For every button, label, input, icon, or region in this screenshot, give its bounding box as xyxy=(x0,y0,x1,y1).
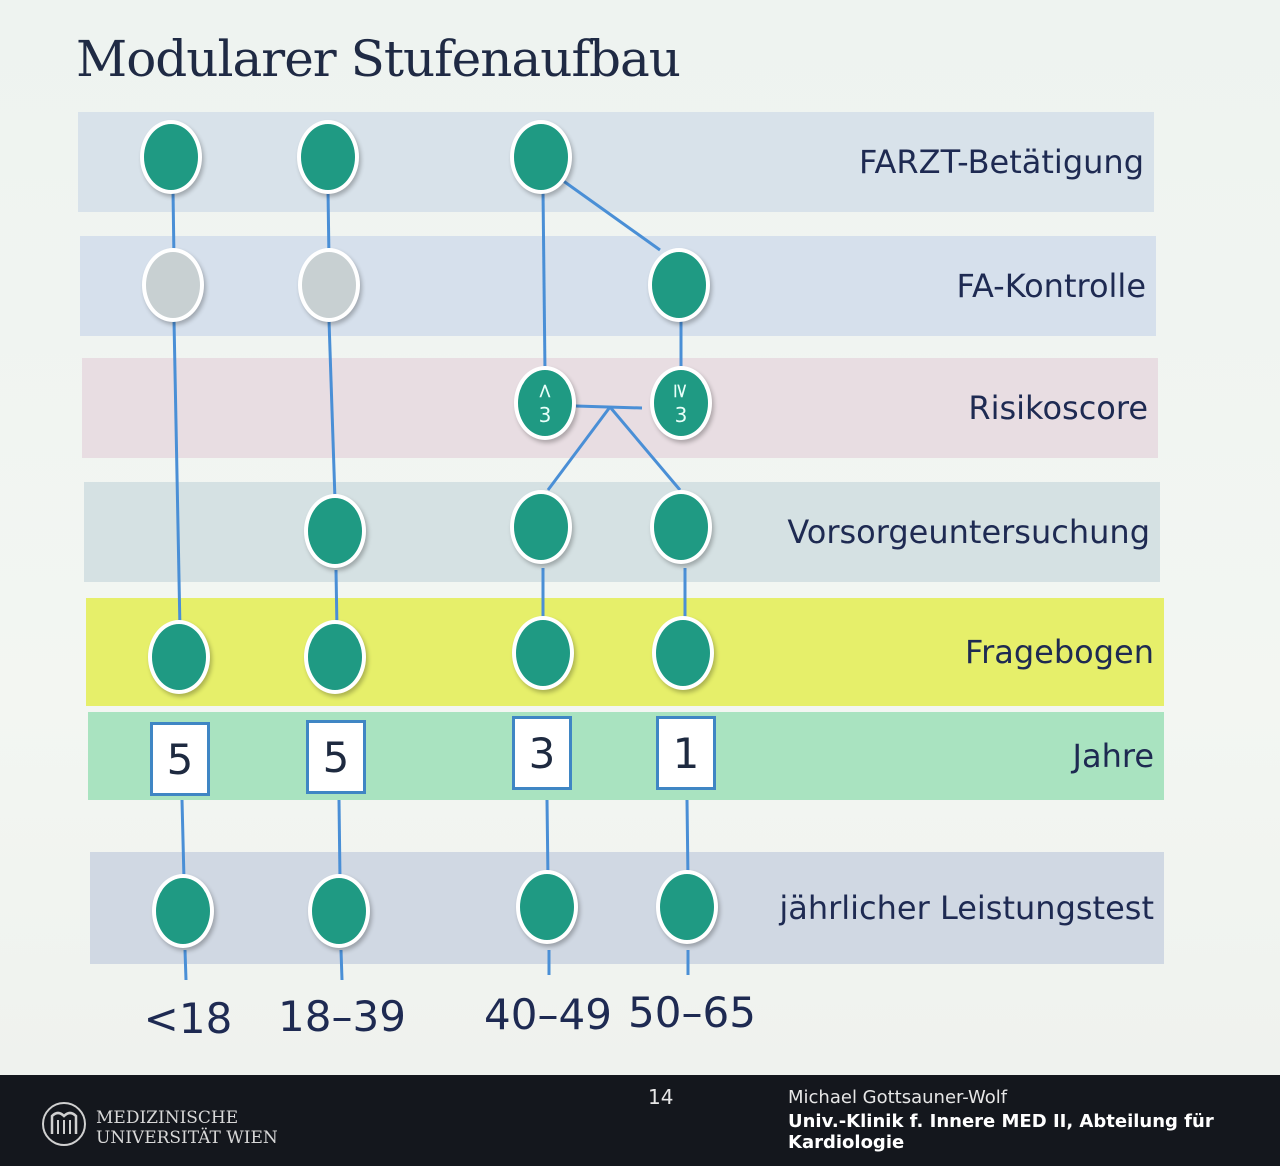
university-name-line1: MEDIZINISCHE xyxy=(96,1108,239,1128)
years-box-18-39: 5 xyxy=(306,720,366,794)
university-logo-icon xyxy=(40,1100,88,1148)
connector-line xyxy=(174,320,180,630)
row-label-fragebogen: Fragebogen xyxy=(964,633,1154,671)
age-label-18-39: 18–39 xyxy=(278,992,406,1041)
risk-lt3-symbol: < xyxy=(532,382,557,400)
university-name xyxy=(96,1108,278,1148)
row-label-farzt: FARZT-Betätigung xyxy=(859,143,1144,181)
node-farzt-18-39 xyxy=(297,120,359,194)
node-farzt-40-65 xyxy=(510,120,572,194)
connector-line xyxy=(687,800,688,880)
row-label-leistungstest: jährlicher Leistungstest xyxy=(779,889,1154,927)
node-fa-under18-inactive xyxy=(142,248,204,322)
node-vorsorge-50-65 xyxy=(650,490,712,564)
node-frage-under18 xyxy=(148,620,210,694)
node-test-50-65 xyxy=(656,870,718,944)
age-label-40-49: 40–49 xyxy=(484,990,612,1039)
node-vorsorge-40-49 xyxy=(510,490,572,564)
node-frage-18-39 xyxy=(304,620,366,694)
node-test-18-39 xyxy=(308,874,370,948)
years-box-40-49: 3 xyxy=(512,716,572,790)
connector-line xyxy=(185,950,186,980)
page-number: 14 xyxy=(648,1085,674,1109)
connector-line xyxy=(339,800,340,880)
node-frage-40-49 xyxy=(512,616,574,690)
node-risk-ge3 xyxy=(650,366,712,440)
node-frage-50-65 xyxy=(652,616,714,690)
connector-line xyxy=(547,800,548,880)
footer-author: Michael Gottsauner-Wolf xyxy=(788,1087,1008,1108)
age-label-50-65: 50–65 xyxy=(628,988,756,1037)
slide-title: Modularer Stufenaufbau xyxy=(76,30,680,88)
years-box-50-65: 1 xyxy=(656,716,716,790)
row-label-risikoscore: Risikoscore xyxy=(968,389,1148,427)
connector-line xyxy=(329,320,335,500)
connector-line xyxy=(182,800,184,880)
row-label-jahre: Jahre xyxy=(1072,737,1154,775)
node-fa-18-39-inactive xyxy=(298,248,360,322)
age-label-under18: <18 xyxy=(143,994,233,1043)
node-test-under18 xyxy=(152,874,214,948)
connector-line xyxy=(341,950,342,980)
risk-ge3-symbol: ≥ xyxy=(668,382,693,400)
row-label-vorsorge: Vorsorgeuntersuchung xyxy=(787,513,1150,551)
footer-department: Univ.-Klinik f. Innere MED II, Abteilung für Kardiologie xyxy=(788,1111,1214,1153)
risk-lt3-value: 3 xyxy=(538,403,552,427)
node-fa-50-65 xyxy=(648,248,710,322)
risk-ge3-value: 3 xyxy=(674,403,688,427)
years-box-under18: 5 xyxy=(150,722,210,796)
node-risk-lt3 xyxy=(514,366,576,440)
university-name-line2: UNIVERSITÄT WIEN xyxy=(96,1128,278,1148)
node-farzt-under18 xyxy=(140,120,202,194)
node-vorsorge-18-39 xyxy=(304,494,366,568)
connector-line xyxy=(555,175,660,250)
connector-line xyxy=(543,190,545,372)
row-label-fa-kontrolle: FA-Kontrolle xyxy=(956,267,1146,305)
node-test-40-49 xyxy=(516,870,578,944)
